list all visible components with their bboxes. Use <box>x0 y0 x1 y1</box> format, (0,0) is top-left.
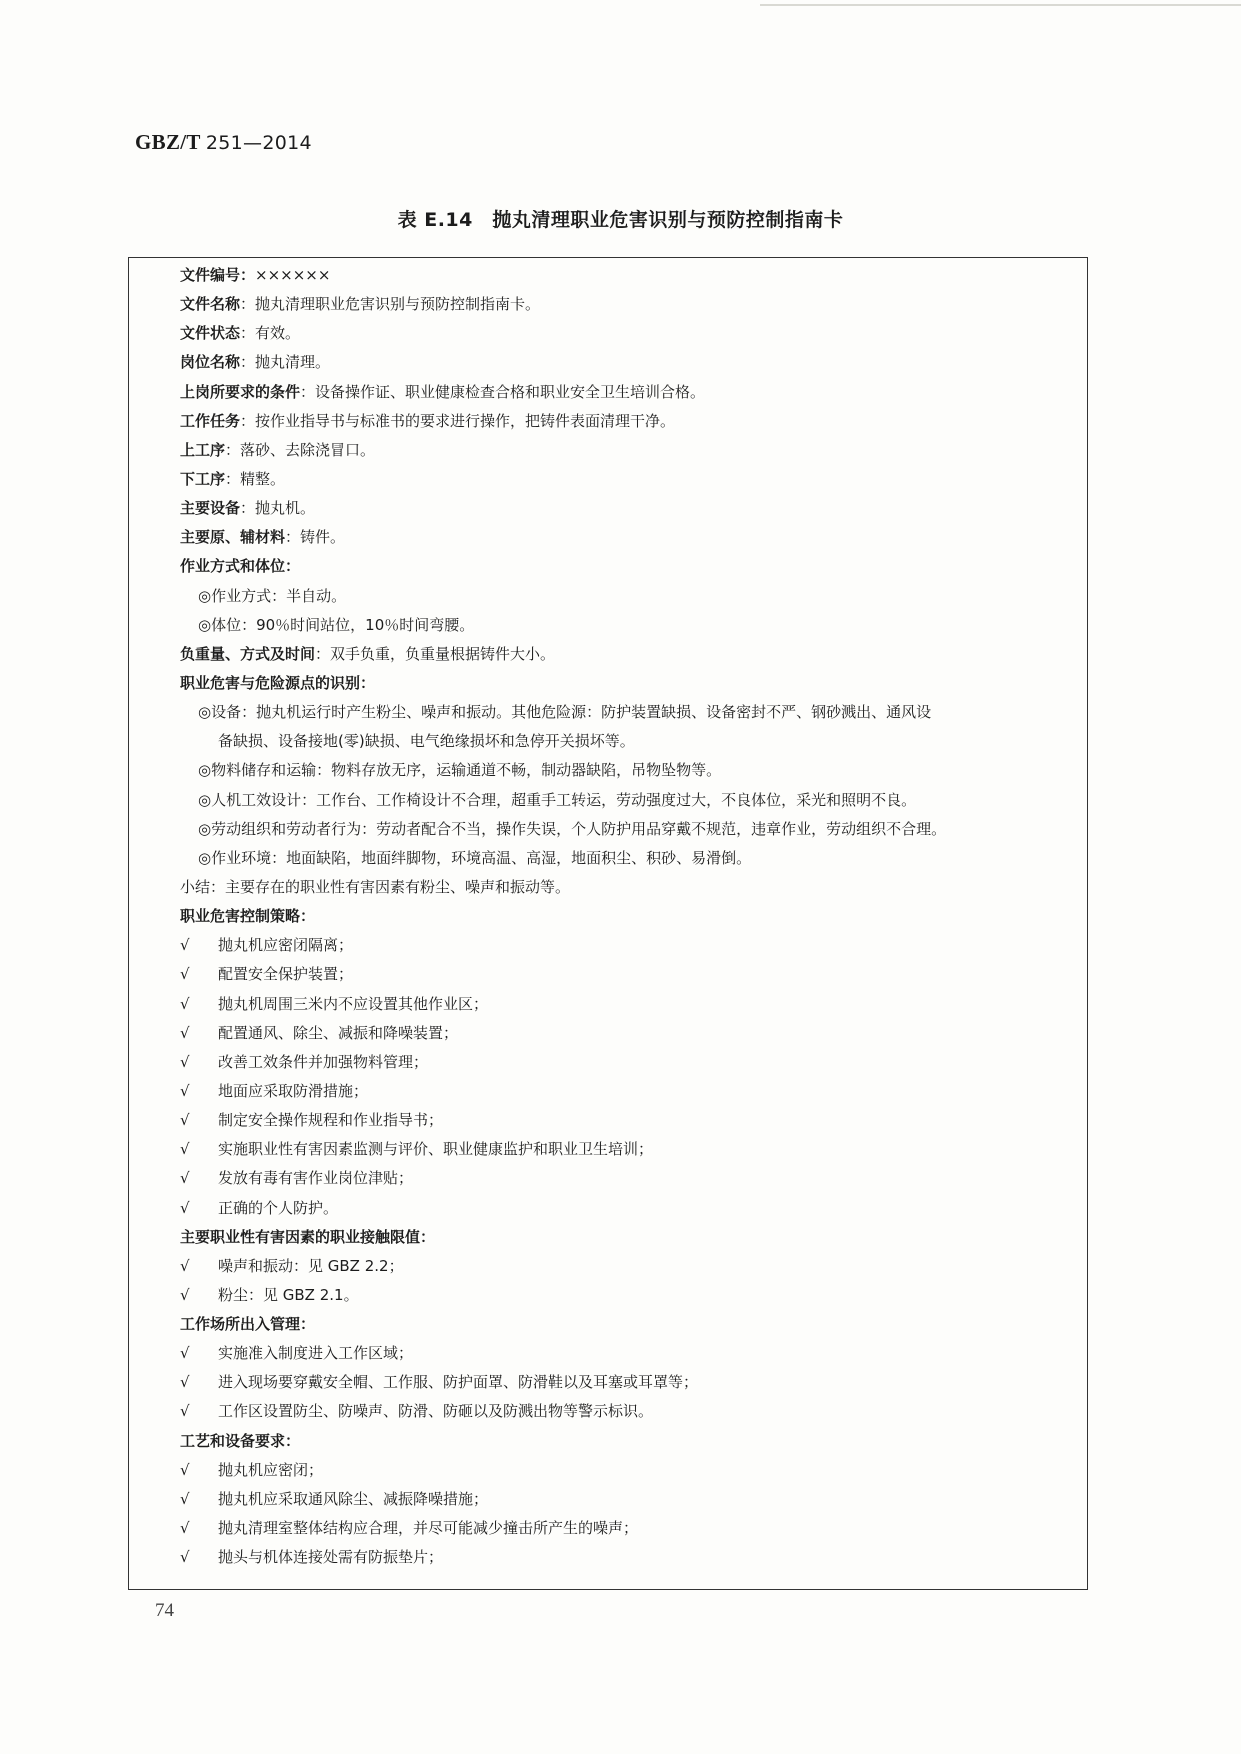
work-mode-item: ◎体位：90％时间站位，10％时间弯腰。 <box>198 615 475 634</box>
materials-value: ：铸件。 <box>285 528 346 547</box>
control-item <box>180 990 1090 1019</box>
summary-row: 小结：主要存在的职业性有害因素有粉尘、噪声和振动等。 <box>180 877 571 896</box>
page-number: 74 <box>155 1600 174 1621</box>
doc-code-prefix: GBZ/T <box>135 130 201 154</box>
process-item-text: 抛丸清理室整体结构应合理，并尽可能减少撞击所产生的噪声； <box>218 1519 639 1538</box>
next-process-value: ：精整。 <box>225 469 286 488</box>
file-status-row <box>180 319 1090 348</box>
task-row <box>180 407 1090 436</box>
process-heading: 工艺和设备要求： <box>180 1431 301 1450</box>
control-item-text: 配置通风、除尘、减振和降噪装置； <box>218 1023 459 1042</box>
access-item-text: 工作区设置防尘、防噪声、防滑、防砸以及防溅出物等警示标识。 <box>218 1402 654 1421</box>
process-item <box>180 1543 1090 1572</box>
check-mark-icon: √ <box>180 994 190 1013</box>
file-number-value: ×××××× <box>255 266 331 284</box>
file-number-row <box>180 261 1090 290</box>
materials-label: 主要原、辅材料 <box>180 528 286 547</box>
process-item <box>180 1456 1090 1485</box>
file-name-label: 文件名称 <box>180 295 241 314</box>
control-item <box>180 960 1090 989</box>
equipment-value: ：抛丸机。 <box>240 499 316 518</box>
file-name-value: ：抛丸清理职业危害识别与预防控制指南卡。 <box>240 295 541 314</box>
task-value: ：按作业指导书与标准书的要求进行操作，把铸件表面清理干净。 <box>240 411 676 430</box>
check-mark-icon: √ <box>180 1023 190 1042</box>
check-mark-icon: √ <box>180 1344 190 1363</box>
check-mark-icon: √ <box>180 965 190 984</box>
post-name-value: ：抛丸清理。 <box>240 353 331 372</box>
control-item-text: 发放有毒有害作业岗位津贴； <box>218 1169 414 1188</box>
check-mark-icon: √ <box>180 1402 190 1421</box>
requirements-label: 上岗所要求的条件 <box>180 382 301 401</box>
requirements-value: ：设备操作证、职业健康检查合格和职业安全卫生培训合格。 <box>300 382 706 401</box>
hazard-item: ◎物料储存和运输：物料存放无序，运输通道不畅，制动器缺陷，吊物坠物等。 <box>198 761 722 780</box>
access-list <box>180 1339 1090 1426</box>
control-item-text: 实施职业性有害因素监测与评价、职业健康监护和职业卫生培训； <box>218 1140 654 1159</box>
prev-process-row <box>180 436 1090 465</box>
control-item <box>180 1164 1090 1193</box>
control-item-text: 抛丸机应密闭隔离； <box>218 936 354 955</box>
equipment-row <box>180 494 1090 523</box>
check-mark-icon: √ <box>180 1548 190 1567</box>
process-item <box>180 1485 1090 1514</box>
check-mark-icon: √ <box>180 1489 190 1508</box>
control-item-text: 配置安全保护装置； <box>218 965 354 984</box>
task-label: 工作任务 <box>180 411 241 430</box>
file-number-label: 文件编号： <box>180 266 256 284</box>
control-item <box>180 1048 1090 1077</box>
control-item-text: 制定安全操作规程和作业指导书； <box>218 1111 444 1130</box>
limit-item-text: 粉尘：见 GBZ 2.1。 <box>218 1285 359 1304</box>
control-item-text: 抛丸机周围三米内不应设置其他作业区； <box>218 994 489 1013</box>
next-process-row <box>180 465 1090 494</box>
check-mark-icon: √ <box>180 1169 190 1188</box>
hazard-item: ◎人机工效设计：工作台、工作椅设计不合理，超重手工转运，劳动强度过大，不良体位，采光和照明不良。 <box>198 790 917 809</box>
work-mode-heading: 作业方式和体位： <box>180 557 301 576</box>
check-mark-icon: √ <box>180 1140 190 1159</box>
equipment-label: 主要设备 <box>180 499 241 518</box>
file-status-label: 文件状态 <box>180 324 241 343</box>
limit-item <box>180 1252 1090 1281</box>
control-item-text: 正确的个人防护。 <box>218 1198 339 1217</box>
check-mark-icon: √ <box>180 1285 190 1304</box>
check-mark-icon: √ <box>180 1256 190 1275</box>
table-title: 表 E.14 抛丸清理职业危害识别与预防控制指南卡 <box>397 209 844 231</box>
access-item-text: 实施准入制度进入工作区域； <box>218 1344 414 1363</box>
prev-process-value: ：落砂、去除浇冒口。 <box>225 440 376 459</box>
check-mark-icon: √ <box>180 1373 190 1392</box>
control-item-text: 地面应采取防滑措施； <box>218 1081 369 1100</box>
access-heading: 工作场所出入管理： <box>180 1315 316 1334</box>
post-name-label: 岗位名称 <box>180 353 241 372</box>
process-item-text: 抛丸机应密闭； <box>218 1460 324 1479</box>
control-item <box>180 1135 1090 1164</box>
file-name-row <box>180 290 1090 319</box>
process-list <box>180 1456 1090 1573</box>
control-list <box>180 931 1090 1222</box>
hazard-item: ◎设备：抛丸机运行时产生粉尘、噪声和振动。其他危险源：防护装置缺损、设备密封不严、钢砂溅出、通风设 <box>198 703 932 722</box>
work-mode-item: ◎作业方式：半自动。 <box>198 586 347 605</box>
control-item <box>180 1019 1090 1048</box>
access-item-text: 进入现场要穿戴安全帽、工作服、防护面罩、防滑鞋以及耳塞或耳罩等； <box>218 1373 699 1392</box>
control-item <box>180 1106 1090 1135</box>
limit-item-text: 噪声和振动：见 GBZ 2.2； <box>218 1256 404 1275</box>
prev-process-label: 上工序 <box>180 440 226 459</box>
doc-code-number: 251—2014 <box>205 132 312 154</box>
top-rule <box>760 4 1241 6</box>
access-item <box>180 1368 1090 1397</box>
hazard-item: ◎作业环境：地面缺陷，地面绊脚物，环境高温、高湿，地面积尘、积砂、易滑倒。 <box>198 848 752 867</box>
file-status-value: ：有效。 <box>240 324 301 343</box>
check-mark-icon: √ <box>180 1198 190 1217</box>
process-item-text: 抛丸机应采取通风除尘、减振降噪措施； <box>218 1489 489 1508</box>
requirements-row <box>180 378 1090 407</box>
process-item-text: 抛头与机体连接处需有防振垫片； <box>218 1548 444 1567</box>
control-item <box>180 1194 1090 1223</box>
next-process-label: 下工序 <box>180 469 226 488</box>
hazard-item: ◎劳动组织和劳动者行为：劳动者配合不当，操作失误，个人防护用品穿戴不规范，违章作业，劳动组织不合理。 <box>198 819 947 838</box>
control-item <box>180 1077 1090 1106</box>
check-mark-icon: √ <box>180 1460 190 1479</box>
access-item <box>180 1397 1090 1426</box>
check-mark-icon: √ <box>180 1111 190 1130</box>
limits-heading: 主要职业性有害因素的职业接触限值： <box>180 1227 436 1246</box>
control-heading: 职业危害控制策略： <box>180 907 316 926</box>
hazard-id-heading: 职业危害与危险源点的识别： <box>180 673 376 692</box>
materials-row <box>180 523 1090 552</box>
load-label: 负重量、方式及时间 <box>180 644 316 663</box>
limit-item <box>180 1281 1090 1310</box>
load-row <box>180 640 1090 669</box>
access-item <box>180 1339 1090 1368</box>
check-mark-icon: √ <box>180 1081 190 1100</box>
limits-list <box>180 1252 1090 1310</box>
check-mark-icon: √ <box>180 1519 190 1538</box>
hazard-item-continued: 备缺损、设备接地(零)缺损、电气绝缘损坏和急停开关损坏等。 <box>218 732 635 751</box>
control-item <box>180 931 1090 960</box>
guide-card-content <box>180 261 1090 1572</box>
control-item-text: 改善工效条件并加强物料管理； <box>218 1052 429 1071</box>
load-value: ：双手负重，负重量根据铸件大小。 <box>315 644 556 663</box>
check-mark-icon: √ <box>180 936 190 955</box>
document-code <box>135 130 312 155</box>
post-name-row <box>180 348 1090 377</box>
check-mark-icon: √ <box>180 1052 190 1071</box>
process-item <box>180 1514 1090 1543</box>
